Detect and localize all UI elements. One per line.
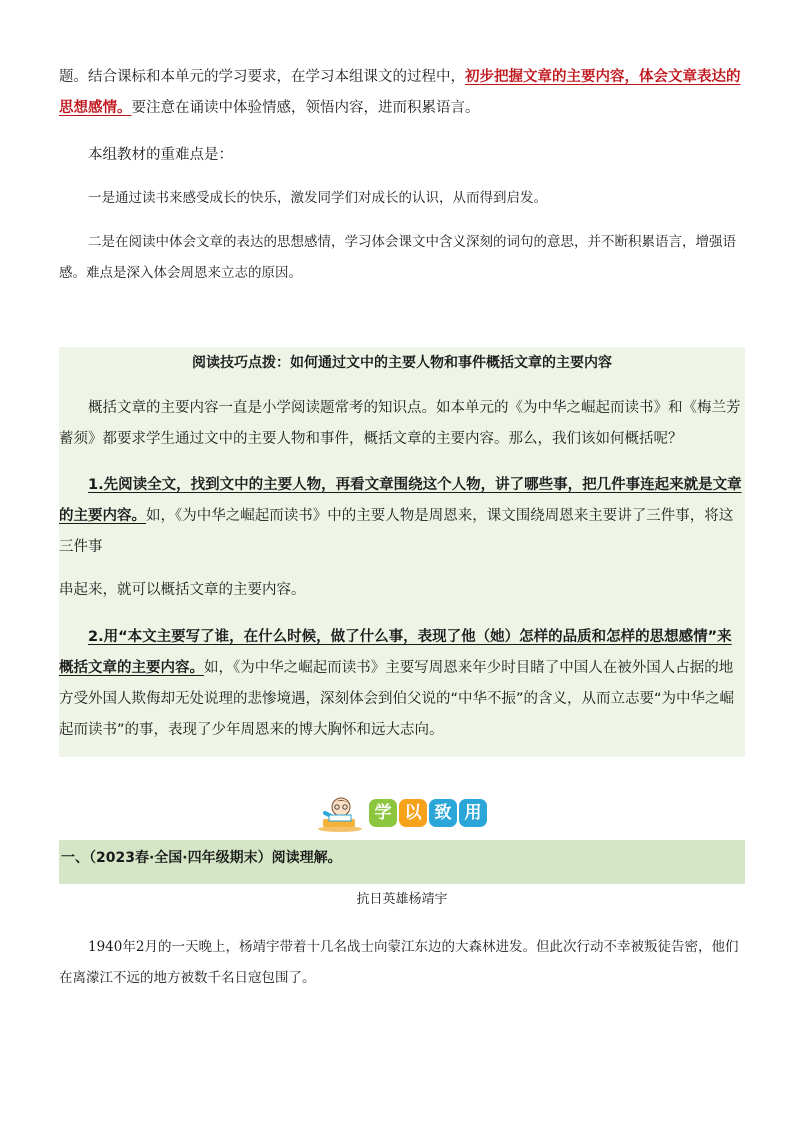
banner-char-4: 用 [459,799,487,827]
banner-char-3: 致 [429,799,457,827]
story-title: 抗日英雄杨靖宇 [356,892,448,907]
tips-method-1 [59,470,745,563]
question-label: 一、（2023春·全国·四年级期末）阅读理解。 [61,850,342,866]
tips-method-1-text: 如，《为中华之崛起而读书》中的主要人物是周恩来，课文围绕周恩来主要讲了三件事，将这三件事 [59,508,734,555]
question-header [59,840,745,884]
banner-char-1: 学 [369,799,397,827]
tips-method-1-bold: 1.先阅读全文，找到文中的主要人物，再看文章围绕这个人物，讲了哪些事，把几件事连起来就是文章的主要内容。 [59,477,742,524]
banner-char-2: 以 [399,799,427,827]
intro-text-1: 题。结合课标和本单元的学习要求，在学习本组课文的过程中， [59,69,465,85]
intro-highlight: 初步把握文章的主要内容，体会文章表达的思想感情。 [59,69,741,116]
apply-section-banner [313,793,493,833]
intro-paragraph [59,62,745,124]
key-points-heading: 本组教材的重难点是： [88,147,233,163]
tips-title: 阅读技巧点拨：如何通过文中的主要人物和事件概括文章的主要内容 [192,355,612,371]
story-paragraph-1: 1940年2月的一天晚上，杨靖宇带着十几名战士向蒙江东边的大森林进发。但此次行动不幸被叛徒告密，他们在离濛江不远的地方被数千名日寇包围了。 [59,939,739,986]
tips-method-2-bold: 2.用“本文主要写了谁，在什么时候，做了什么事，表现了他（她）怎样的品质和怎样的思想感情”来概括文章的主要内容。 [59,629,732,676]
tips-method-2-text: 如，《为中华之崛起而读书》主要写周恩来年少时目睹了中国人在被外国人占据的地方受外国人欺侮却无处说理的悲惨境遇，深刻体会到伯父说的“中华不振”的含义，从而立志要“为中华之崛起而读书”的事，表现了少年周恩来的博大胸怀和远大志向。 [59,660,735,738]
tips-method-1-continued: 串起来，就可以概括文章的主要内容。 [59,582,306,598]
key-point-2: 二是在阅读中体会文章的表达的思想感情，学习体会课文中含义深刻的词句的意思，并不断积累语言，增强语感。难点是深入体会周恩来立志的原因。 [59,234,736,281]
key-point-1: 一是通过读书来感受成长的快乐，激发同学们对成长的认识，从而得到启发。 [88,190,547,206]
student-reading-icon [315,793,365,833]
tips-paragraph-1: 概括文章的主要内容一直是小学阅读题常考的知识点。如本单元的《为中华之崛起而读书》和《梅兰芳蓄须》都要求学生通过文中的主要人物和事件，概括文章的主要内容。那么，我们该如何概括呢？ [59,400,741,447]
intro-text-2: 要注意在诵读中体验情感，领悟内容，进而积累语言。 [131,100,480,116]
tips-method-2 [59,622,745,746]
